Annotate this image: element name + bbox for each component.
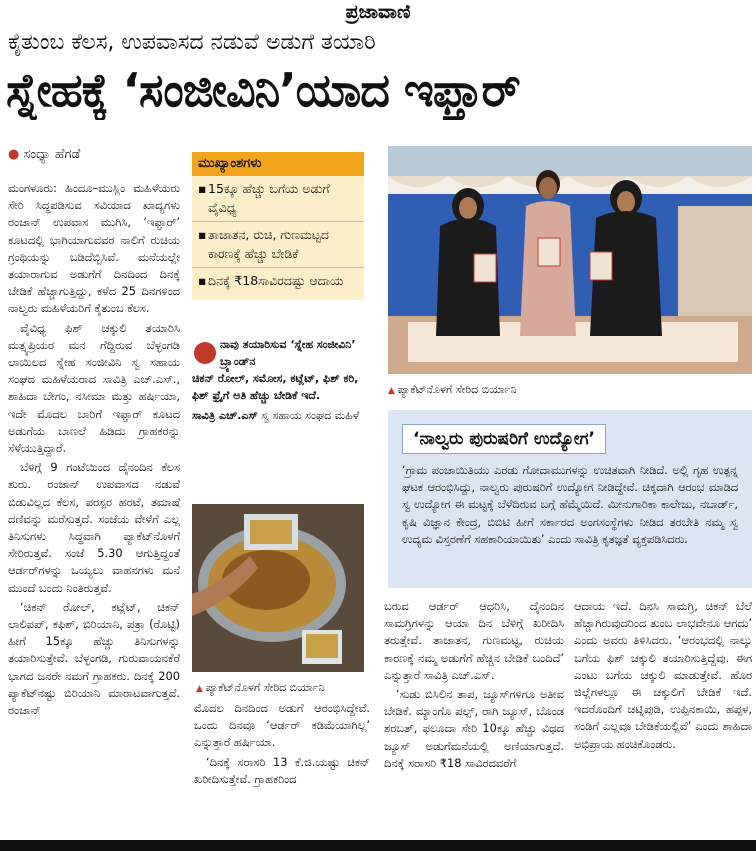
top-photo-caption: ▲ ಪ್ಯಾಕೆಟ್‌ನೊಳಗೆ ಸೇರಿದ ಬಿರ್ಯಾನಿ bbox=[388, 382, 752, 399]
bullet-icon: ● bbox=[8, 147, 20, 162]
masthead: ಪ್ರಜಾವಾಣಿ bbox=[345, 1, 411, 23]
quote-name: ಸಾವಿತ್ರಿ ಎಚ್.ಎಸ್ bbox=[192, 409, 258, 422]
mid-photo bbox=[192, 504, 364, 672]
paragraph: ಮೊದಲ ದಿನದಿಂದ ಅಡುಗೆ ಆರಂಭಿಸಿದ್ದೇವೆ. ಒಂದು ದಿನವೂ ‘ಆರ್ಡರ್ ಕಡಿಮೆಯಾಗಿಲ್ಲ’ ಎನ್ನುತ್ತಾರೆ ಹರ್ಷಿಯಾ. bbox=[194, 701, 370, 750]
top-photo bbox=[388, 146, 752, 374]
bottom-border bbox=[0, 840, 756, 851]
left-column bbox=[8, 180, 180, 840]
column-c bbox=[384, 598, 564, 840]
highlight-text: 15ಕ್ಕೂ ಹೆಚ್ಚು ಬಗೆಯ ಅಡುಗೆ ವೈವಿಧ್ಯ bbox=[208, 181, 330, 215]
paragraph: ‘ದಿನಕ್ಕೆ ಸರಾಸರಿ 13 ಕೆ.ಜಿ.ಯಷ್ಟು ಚಿಕನ್ ಖರೀದಿಸುತ್ತೇವೆ. ಗ್ರಾಹಕರಿಂದ bbox=[194, 754, 370, 786]
highlight-text: ತಾಜಾತನ, ರುಚಿ, ಗುಣಮಟ್ಟದ ಕಾರಣಕ್ಕೆ ಹೆಚ್ಚು ಬೇಡಿಕೆ bbox=[208, 227, 329, 261]
quote-text: ಚಿಕನ್ ರೋಲ್, ಸಮೋಸ, ಕಟ್ಲೆಟ್, ಫಿಶ್ ಕರಿ, ಫಿಶ್ ಫ್ರೈಗೆ ಅತಿ ಹೆಚ್ಚು ಬೇಡಿಕೆ ಇದೆ. bbox=[192, 372, 359, 402]
paragraph: ಆದಾಯ ಇದೆ. ದಿನಸಿ ಸಾಮಗ್ರಿ, ಚಿಕನ್ ಬೆಲೆ ಹೆಚ್ಚಾಗಿರುವುದರಿಂದ ತುಂಬ ಲಾಭವೇನೂ ಆಗದು’ ಎಂದು ಅವರು ತಿಳಿಸಿದರು. ‘ಆರಂಭದಲ್ಲಿ ನಾಲ್ಕು ಬಗೆಯ ಫಿಶ್ ಚಕ್ಕುಲಿ ತಯಾರಿಸುತ್ತಿದ್ದೆವು. ಈಗ ಎಂಟು ಬಗೆಯ ಚಕ್ಕುಲಿ ಮಾಡುತ್ತೇವೆ. ಹೊರ ಜಿಲ್ಲೆಗಳಲ್ಲೂ ಈ ಚಕ್ಕುಲಿಗೆ ಬೇಡಿಕೆ ಇದೆ. ಇದರೊಂದಿಗೆ ಚಟ್ನಿಪುಡಿ, ಉಪ್ಪಿನಕಾಯಿ, ಹಪ್ಪಳ, ಸಂಡಿಗೆ ಎಲ್ಲವೂ ಬೇಡಿಕೆಯಲ್ಲಿವೆ’ ಎಂದು ಶಾಹಿದಾ ಅಭಿಪ್ರಾಯ ಹಂಚಿಕೊಂಡರು. bbox=[574, 599, 752, 751]
paragraph: ಬರುವ ಆರ್ಡರ್ ಆಧರಿಸಿ, ದೈನಂದಿನ ಸಾಮಗ್ರಿಗಳನ್ನು ಆಯಾ ದಿನ ಬೆಳಿಗ್ಗೆ ಖರೀದಿಸಿ ತರುತ್ತೇವೆ. ತಾಜಾತನ, ಗುಣಮಟ್ಟ, ರುಚಿಯ ಕಾರಣಕ್ಕೆ ನಮ್ಮ ಅಡುಗೆಗೆ ಹೆಚ್ಚಿನ ಬೇಡಿಕೆ ಬಂದಿದೆ’ ಎನ್ನುತ್ತಾರೆ ಸಾವಿತ್ರಿ ಎಚ್.ಎಸ್. bbox=[384, 599, 564, 682]
women-with-packets-image bbox=[388, 146, 752, 374]
quote-role: ಸ್ವ ಸಹಾಯ ಸಂಘದ ಮಹಿಳೆ bbox=[261, 409, 360, 422]
column-d bbox=[574, 598, 752, 840]
highlights-title: ಮುಖ್ಯಾಂಶಗಳು bbox=[192, 152, 364, 176]
byline-name: ಸಂಧ್ಯಾ ಹೆಗಡೆ bbox=[23, 147, 81, 162]
highlights-box bbox=[192, 152, 364, 300]
highlight-item bbox=[192, 268, 364, 294]
bullet-icon: ▪ bbox=[198, 181, 207, 196]
pull-quote bbox=[192, 336, 364, 424]
quote-icon bbox=[194, 342, 216, 364]
column-b bbox=[194, 700, 370, 840]
paragraph: ಬೆಳಿಗ್ಗೆ 9 ಗಂಟೆಯಿಂದ ದೈನಂದಿನ ಕೆಲಸ ಶುರು. ರಂಜಾನ್ ಉಪವಾಸದ ನಡುವೆ ಬಿಡುವಿಲ್ಲದ ಕೆಲಸ, ಪರಸ್ಪರ ಹರಟೆ, ತಮಾಷೆ ದಣಿವನ್ನು ಮರೆಸುತ್ತದೆ. ಸಂಜೆಯ ವೇಳೆಗೆ ಎಲ್ಲ ತಿನಿಸುಗಳು ಸಿದ್ಧವಾಗಿ ಪ್ಯಾಕೆಟ್‌ನೊಳಗೆ ಸೇರಿರುತ್ತವೆ. ಸಂಜೆ 5.30 ಆಗುತ್ತಿದ್ದಂತೆ ಆರ್ಡರ್‌ಗಳನ್ನು ಒಯ್ಯಲು ವಾಹನಗಳು ಮನೆ ಮುಂದೆ ಬಂದು ನಿಂತಿರುತ್ತವೆ. bbox=[8, 460, 180, 595]
sidebar-text: ‘ಗ್ರಾಮ ಪಂಚಾಯಿತಿಯು ಎರಡು ಗೋದಾಮುಗಳನ್ನು ಉಚಿತವಾಗಿ ನೀಡಿದೆ. ಅಲ್ಲಿ ಗೃಹ ಉತ್ಪನ್ನ ಘಟಕ ಆರಂಭಿಸಿದ್ದು, ನಾಲ್ವರು ಪುರುಷರಿಗೆ ಉದ್ಯೋಗ ನೀಡಿದ್ದೇವೆ. ಚಿಕ್ಕದಾಗಿ ಆರಂಭ ಮಾಡಿದ ಸ್ವ ಉದ್ಯೋಗ ಈ ಮಟ್ಟಕ್ಕೆ ಬೆಳೆದಿರುವ ಬಗ್ಗೆ ಹೆಮ್ಮೆಯಿದೆ. ಮೀನುಗಾರಿಕಾ ಕಾಲೇಜು, ನಬಾರ್ಡ್, ಕೃಷಿ ವಿಜ್ಞಾನ ಕೇಂದ್ರ, ಬಿಬಿಟಿ ಹೀಗೆ ಸರ್ಕಾರದ ಅಂಗಸಂಸ್ಥೆಗಳು ನೀಡಿದ ತರಬೇತಿ ನಮ್ಮ ಸ್ವ ಉದ್ಯಮ ವಿಸ್ತರಣೆಗೆ ಸಹಕಾರಿಯಾಯಿತು’ ಎಂದು ಸಾವಿತ್ರಿ ಕೃತಜ್ಞತೆ ವ್ಯಕ್ತಪಡಿಸಿದರು. bbox=[402, 464, 738, 546]
quote-attribution bbox=[192, 408, 364, 424]
highlight-item bbox=[192, 176, 364, 222]
byline bbox=[8, 146, 80, 164]
kicker: ಕೈತುಂಬ ಕೆಲಸ, ಉಪವಾಸದ ನಡುವೆ ಅಡುಗೆ ತಯಾರಿ bbox=[8, 30, 376, 55]
highlight-text: ದಿನಕ್ಕೆ ₹18ಸಾವಿರದಷ್ಟು ಆದಾಯ bbox=[208, 273, 344, 288]
quote-lead: ನಾವು ತಯಾರಿಸುವ ‘ಸ್ನೇಹ ಸಂಜೀವಿನಿ’ ಬ್ರ್ಯಾಂಡ್‌ನ bbox=[220, 338, 356, 368]
paragraph: ವೈವಿಧ್ಯ ಫಿಶ್ ಚಕ್ಕುಲಿ ತಯಾರಿಸಿ ಮತ್ಸ್ಯಪ್ರಿಯರ ಮನ ಗೆದ್ದಿರುವ ಬೆಳ್ಳಂಗಡಿ ಲಾಯಿಲದ ಸ್ನೇಹ ಸಂಜೀವಿನಿ ಸ್ವ ಸಹಾಯ ಸಂಘದ ಮಹಿಳೆಯರಾದ ಸಾವಿತ್ರಿ ಎಚ್.ಎಸ್., ಶಾಹಿದಾ ಬೇಗಂ, ನಸೀಮಾ ಮತ್ತು ಹರ್ಷಿಯಾ, ಇದೇ ಮೊದಲ ಬಾರಿಗೆ ಇಫ್ತಾರ್ ಕೂಟದ ಅಡುಗೆಯ ಬಾಣಲೆ ಹಿಡಿದು ಗ್ರಾಹಕರನ್ನು ಸೆಳೆಯುತ್ತಿದ್ದಾರೆ. bbox=[8, 320, 180, 456]
headline: ಸ್ನೇಹಕ್ಕೆ ‘ಸಂಜೀವಿನಿ’ಯಾದ ಇಫ್ತಾರ್ bbox=[6, 63, 520, 117]
sidebar-box bbox=[388, 410, 752, 588]
sidebar-title: ‘ನಾಲ್ವರು ಪುರುಷರಿಗೆ ಉದ್ಯೋಗ’ bbox=[402, 424, 606, 454]
paragraph: ಮಂಗಳೂರು: ಹಿಂದೂ–ಮುಸ್ಲಿಂ ಮಹಿಳೆಯರು ಸೇರಿ ಸಿದ್ಧಪಡಿಸುವ ಸವಿಯಾದ ಖಾದ್ಯಗಳು ರಂಜಾನ್ ಉಪವಾಸ ಮುಗಿಸಿ, ‘ಇಫ್ತಾರ್’ ಕೂಟದಲ್ಲಿ ಭಾಗಿಯಾಗುವವರ ನಾಲಿಗೆ ರುಚಿಯ ಗ್ರಂಥಿಯನ್ನು ಬಡಿದೆಬ್ಬಿಸಿವೆ. ಮನೆಯಲ್ಲೇ ತಯಾರಾಗುವ ಅಡುಗೆಗೆ ದಿನದಿಂದ ದಿನಕ್ಕೆ ಬೇಡಿಕೆ ಹೆಚ್ಚಾಗುತ್ತಿದ್ದು, ಕಳೆದ 25 ದಿನಗಳಿಂದ ನಾಲ್ವರು ಮಹಿಳೆಯರಿಗೆ ಕೈತುಂಬ ಕೆಲಸ. bbox=[8, 181, 180, 316]
mid-photo-caption: ▲ ಪ್ಯಾಕೆಟ್‌ನೊಳಗೆ ಸೇರಿದ ಬಿರ್ಯಾನಿ bbox=[196, 680, 366, 697]
bullet-icon: ▪ bbox=[198, 227, 207, 242]
paragraph: ‘ಚಿಕನ್ ರೋಲ್, ಕಟ್ಲೆಟ್, ಚಿಕನ್ ಲಾಲಿಪಪ್, ಕಫಿಶ್, ಬಿರಿಯಾನಿ, ಪತ್ರಾ (ರೊಟ್ಟಿ) ಹೀಗೆ 15ಕ್ಕೂ ಹೆಚ್ಚು ತಿನಿಸುಗಳನ್ನು ತಯಾರಿಸುತ್ತೇವೆ. ಬೆಳ್ಳಂಗಡಿ, ಗುರುವಾಯನಕೆರೆ ಭಾಗದ ಜನರೇ ನಮಗೆ ಗ್ರಾಹಕರು. ದಿನಕ್ಕೆ 200 ಪ್ಯಾಕೆಟ್‌ನಷ್ಟು ಬಿರಿಯಾನಿ ಮಾರಾಟವಾಗುತ್ತವೆ. ರಂಜಾನ್ bbox=[8, 599, 180, 718]
highlight-item bbox=[192, 222, 364, 268]
biryani-pot-image bbox=[192, 504, 364, 672]
bullet-icon: ▪ bbox=[198, 273, 207, 288]
paragraph: ‘ಸುಡು ಬಿಸಿಲಿನ ತಾಪ, ಜ್ಯೂಸ್‌ಗಳಿಗೂ ಅತೀವ ಬೇಡಿಕೆ. ಮ್ಯಾಂಗೊ ಪಲ್ಪ್, ರಾಗಿ ಜ್ಯೂಸ್, ಬೊಂಡ ಶರಬತ್, ಫಲೂದಾ ಸೇರಿ 10ಕ್ಕೂ ಹೆಚ್ಚು ವಿಧದ ಜ್ಯೂಸ್ ಅಡುಗೆಮನೆಯಲ್ಲಿ ಅಣಿಯಾಗುತ್ತದೆ. ದಿನಕ್ಕೆ ಸರಾಸರಿ ₹18 ಸಾವಿರದವರೆಗೆ bbox=[384, 687, 564, 770]
